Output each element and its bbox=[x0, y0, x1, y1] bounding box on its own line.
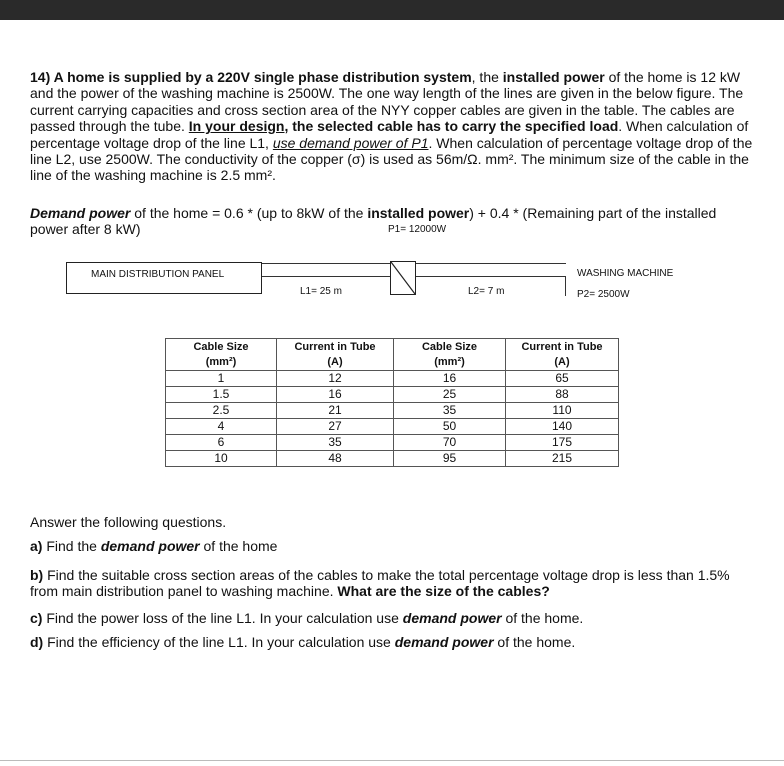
question-b-text: Find the suitable cross section areas of the cables to make the total percentage voltage drop is less than 1.5% from main distribution panel to washing machine. bbox=[30, 567, 730, 600]
header-text: Cable Size bbox=[421, 340, 478, 353]
table-row bbox=[166, 419, 619, 435]
l2-length-label: L2= 7 m bbox=[468, 286, 505, 297]
problem-text-1: , the bbox=[471, 69, 503, 85]
problem-statement bbox=[30, 69, 758, 184]
table-cell: 95 bbox=[394, 451, 506, 467]
problem-bold-underline: In your design bbox=[188, 118, 285, 135]
question-b bbox=[30, 567, 758, 600]
line-l1-top bbox=[262, 263, 390, 264]
table-cell: 16 bbox=[277, 387, 394, 403]
demand-term: Demand power bbox=[30, 205, 131, 221]
problem-text-3: . When calculation of percentage voltage drop of the line L1, bbox=[30, 118, 749, 151]
table-cell: 48 bbox=[277, 451, 394, 467]
question-d-text-2: of the home. bbox=[493, 634, 576, 650]
cable-table bbox=[165, 338, 619, 467]
switch-symbol-icon bbox=[391, 262, 415, 294]
table-cell: 215 bbox=[506, 451, 619, 467]
questions-intro: Answer the following questions. bbox=[30, 514, 227, 530]
table-cell: 4 bbox=[166, 419, 277, 435]
table-cell: 12 bbox=[277, 371, 394, 387]
table-cell: 16 bbox=[394, 371, 506, 387]
table-cell: 25 bbox=[394, 387, 506, 403]
table-cell: 70 bbox=[394, 435, 506, 451]
question-a-text-1: Find the bbox=[42, 538, 101, 554]
table-cell: 50 bbox=[394, 419, 506, 435]
p2-label: P2= 2500W bbox=[577, 289, 630, 300]
bottom-divider bbox=[0, 760, 784, 761]
header-text: Cable Size bbox=[193, 340, 249, 353]
table-cell: 1 bbox=[166, 371, 277, 387]
question-c-text-2: of the home. bbox=[501, 610, 584, 626]
table-row bbox=[166, 435, 619, 451]
line-l2-top bbox=[416, 263, 566, 264]
table-cell: 27 bbox=[277, 419, 394, 435]
problem-bold-1: A home is supplied by a 220V single phase distribution system bbox=[53, 69, 472, 85]
question-a-label: a) bbox=[30, 538, 43, 554]
switch-box bbox=[390, 261, 416, 295]
question-d bbox=[30, 634, 758, 650]
table-cell: 21 bbox=[277, 403, 394, 419]
table-row bbox=[166, 371, 619, 387]
question-c-text-1: Find the power loss of the line L1. In your calculation use bbox=[42, 610, 403, 626]
question-d-term: demand power bbox=[394, 634, 494, 650]
table-row bbox=[166, 451, 619, 467]
table-row bbox=[166, 403, 619, 419]
table-cell: 2.5 bbox=[166, 403, 277, 419]
header-current-1 bbox=[277, 339, 394, 371]
header-current-2 bbox=[506, 339, 619, 371]
table-cell: 88 bbox=[506, 387, 619, 403]
header-unit: (A) bbox=[327, 355, 343, 368]
panel-label: MAIN DISTRIBUTION PANEL bbox=[91, 269, 225, 280]
question-d-text-1: Find the efficiency of the line L1. In your calculation use bbox=[43, 634, 395, 650]
table-row bbox=[166, 387, 619, 403]
problem-bold-2: installed power bbox=[502, 69, 605, 85]
table-cell: 140 bbox=[506, 419, 619, 435]
header-unit: (mm²) bbox=[205, 355, 237, 368]
problem-italic-underline: use demand power of P1 bbox=[272, 134, 429, 151]
header-unit: (A) bbox=[554, 355, 570, 368]
line-l2-bottom bbox=[416, 276, 566, 277]
p1-label: P1= 12000W bbox=[388, 224, 447, 235]
problem-number: 14) bbox=[30, 69, 54, 85]
header-unit: (mm²) bbox=[434, 355, 465, 368]
table-cell: 35 bbox=[277, 435, 394, 451]
table-cell: 35 bbox=[394, 403, 506, 419]
demand-text-1: of the home = 0.6 * (up to 8kW of the bbox=[130, 205, 368, 221]
main-distribution-panel bbox=[66, 262, 262, 294]
line-l2-drop bbox=[565, 276, 566, 296]
washing-machine-label: WASHING MACHINE bbox=[577, 268, 674, 279]
question-d-label: d) bbox=[30, 634, 44, 650]
problem-bold-3: , the selected cable has to carry the specified load bbox=[284, 118, 619, 135]
table-cell: 110 bbox=[506, 403, 619, 419]
question-a-text-2: of the home bbox=[199, 538, 278, 554]
question-a-term: demand power bbox=[100, 538, 200, 554]
question-c-label: c) bbox=[30, 610, 43, 626]
header-text: Current in Tube bbox=[294, 340, 376, 353]
l1-length-label: L1= 25 m bbox=[300, 286, 342, 297]
demand-text-2: ) + 0.4 * (Remaining part of the installed power after 8 kW) bbox=[30, 205, 717, 238]
question-c-term: demand power bbox=[402, 610, 502, 626]
header-text: Current in Tube bbox=[521, 340, 603, 353]
problem-text-2: of the home is 12 kW and the power of the washing machine is 2500W. The one way length of the lines are given in the below figure. The current carrying capacities and cross section area of the NYY copper cables are given in the table. The cables are passed through the tube. bbox=[30, 69, 744, 135]
line-l1-bottom bbox=[262, 276, 390, 277]
question-a bbox=[30, 538, 758, 554]
question-c bbox=[30, 610, 758, 626]
table-cell: 6 bbox=[166, 435, 277, 451]
question-b-label: b) bbox=[30, 567, 44, 583]
table-cell: 10 bbox=[166, 451, 277, 467]
header-cable-size-2 bbox=[394, 339, 506, 371]
header-cable-size-1 bbox=[166, 339, 277, 371]
table-cell: 65 bbox=[506, 371, 619, 387]
table-cell: 1.5 bbox=[166, 387, 277, 403]
problem-text-4: . When calculation of percentage voltage drop of the line L2, use 2500W. The conductivity of the copper (σ) is used as 56m/Ω. mm². The minimum size of the cable in the line of the washing machine is 2.5 mm². bbox=[30, 134, 753, 184]
top-bar bbox=[0, 0, 784, 20]
demand-bold: installed power bbox=[367, 205, 470, 221]
table-cell: 175 bbox=[506, 435, 619, 451]
question-b-bold: What are the size of the cables? bbox=[337, 583, 550, 600]
